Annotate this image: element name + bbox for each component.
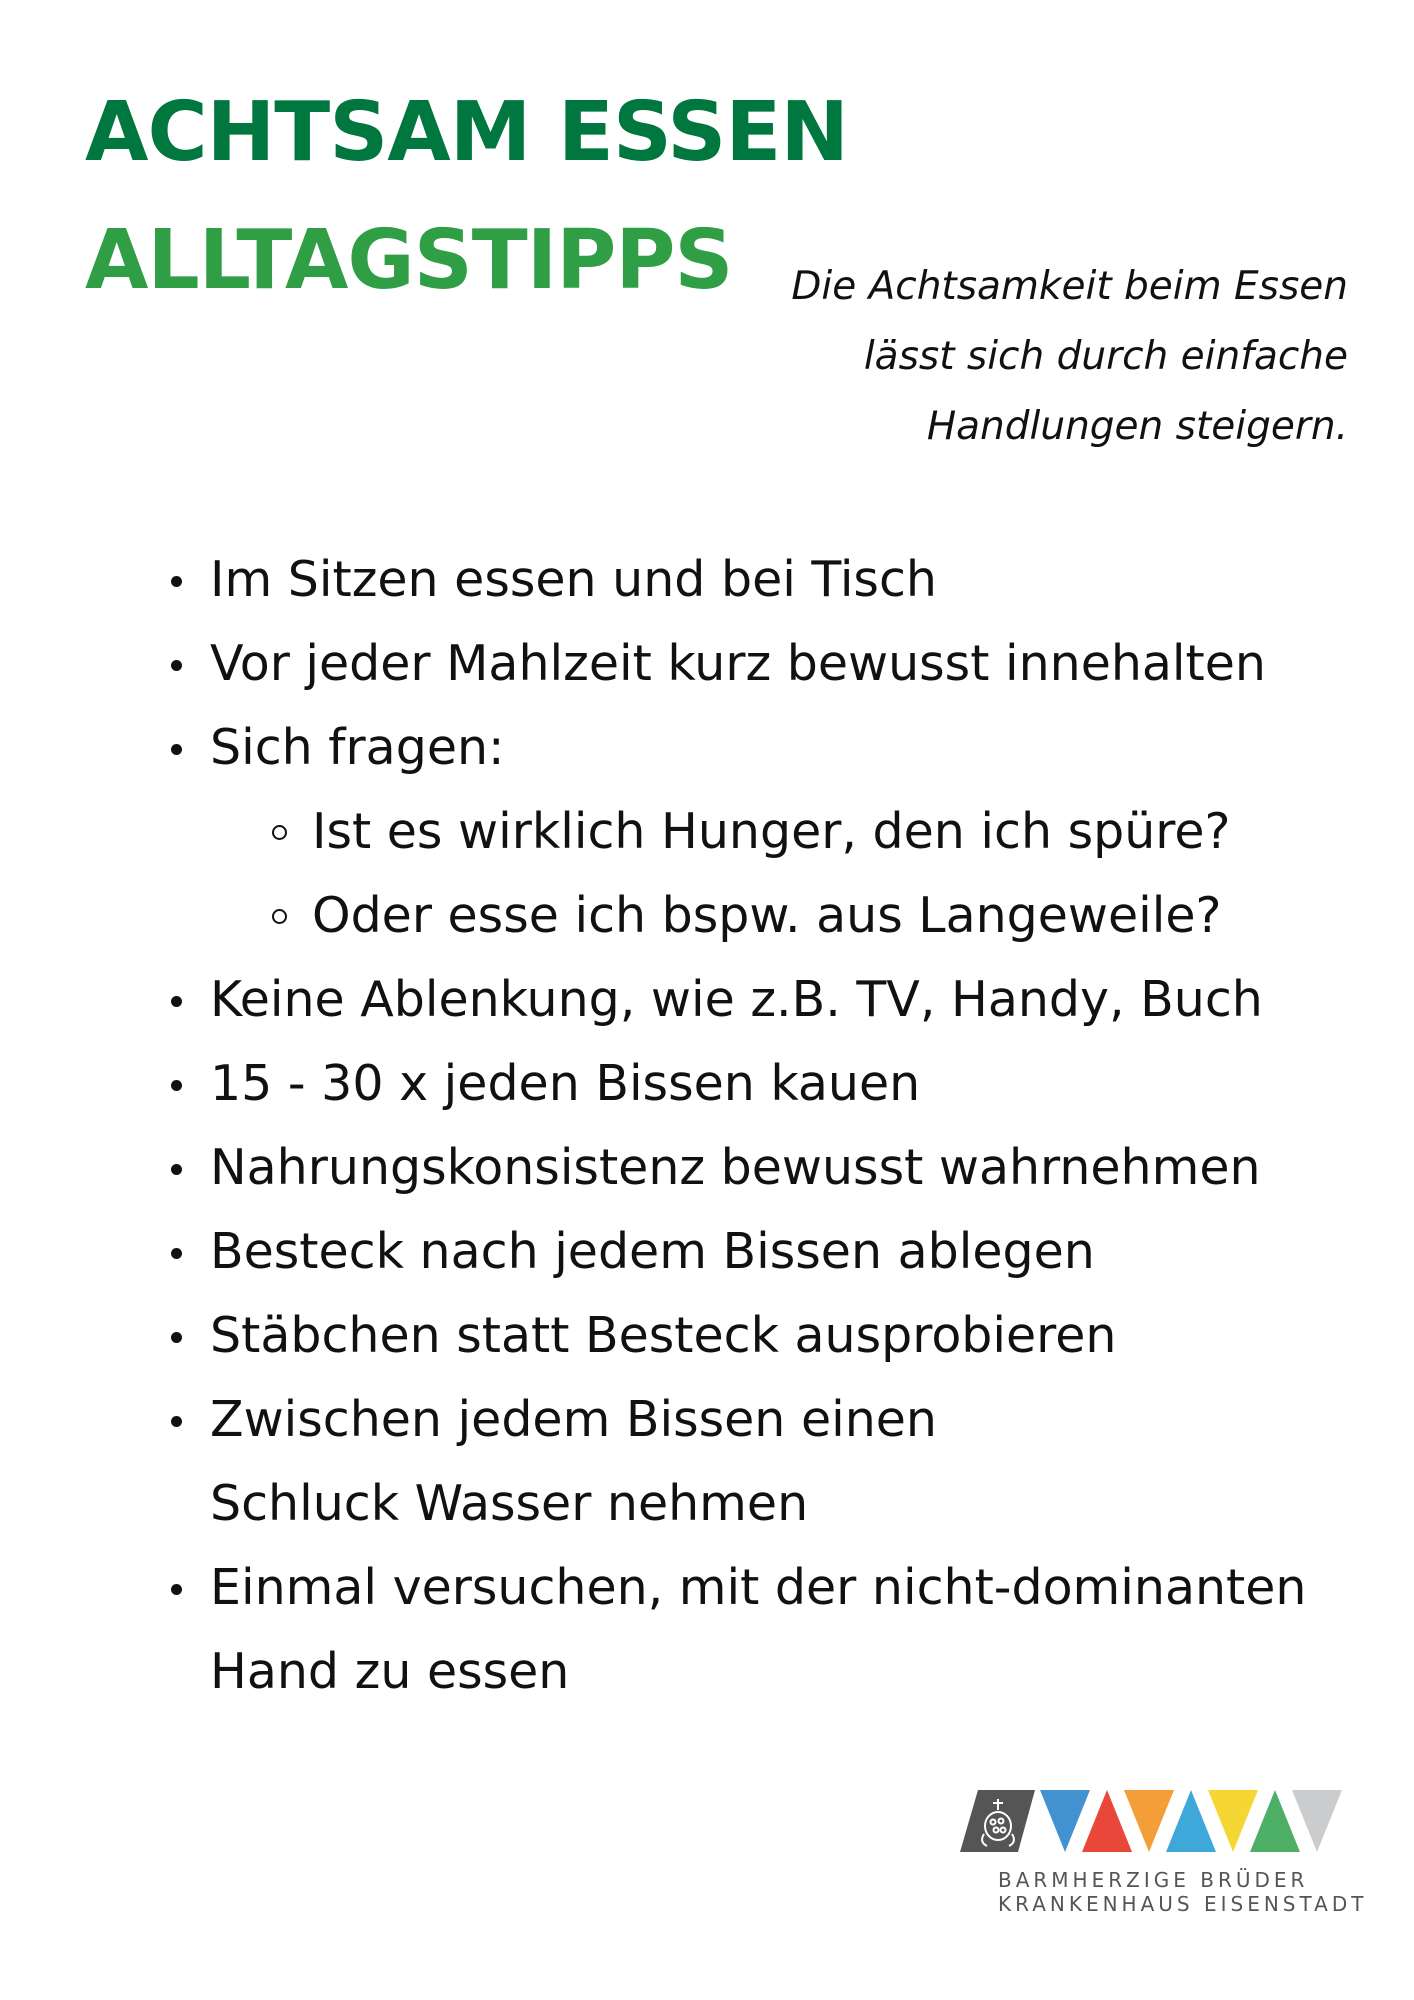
tip-item	[165, 1210, 1305, 1294]
tip-item	[165, 538, 1305, 622]
subtip-item	[165, 790, 1305, 874]
logo-stripe	[1082, 1790, 1132, 1852]
tip-item	[165, 1042, 1305, 1126]
tip-item	[165, 1294, 1305, 1378]
tip-text: Keine Ablenkung, wie z.B. TV, Handy, Buch	[210, 971, 1263, 1028]
tip-text: 15 - 30 x jeden Bissen kauen	[210, 1055, 921, 1112]
tip-item	[165, 958, 1305, 1042]
tip-text: Sich fragen:	[210, 719, 505, 776]
subtips	[165, 790, 1305, 958]
tip-text: Zwischen jedem Bissen einen Schluck Wasser nehmen	[210, 1391, 937, 1532]
tip-text: Im Sitzen essen und bei Tisch	[210, 551, 937, 608]
subtip-text: Oder esse ich bspw. aus Langeweile?	[312, 887, 1222, 944]
logo-stripe	[1124, 1790, 1174, 1852]
logo-line-2: KRANKENHAUS EISENSTADT	[998, 1892, 1368, 1916]
tip-text: Einmal versuchen, mit der nicht-dominanten Hand zu essen	[210, 1559, 1307, 1700]
title-line-2: ALLTAGSTIPPS	[85, 213, 733, 308]
logo-stripe	[1250, 1790, 1300, 1852]
logo-stripe	[1040, 1790, 1090, 1852]
tip-item	[165, 622, 1305, 706]
tip-item	[165, 1126, 1305, 1210]
logo-color-stripes	[1040, 1790, 1342, 1852]
intro-line: Handlungen steigern.	[926, 404, 1348, 449]
tip-item	[165, 1546, 1310, 1714]
tip-item	[165, 706, 1305, 790]
subtips-list	[165, 790, 1305, 958]
tip-text: Vor jeder Mahlzeit kurz bewusst innehalten	[210, 635, 1266, 692]
logo-stripe	[1292, 1790, 1342, 1852]
intro-line: lässt sich durch einfache	[863, 334, 1348, 379]
logo-line-1: BARMHERZIGE BRÜDER	[998, 1868, 1309, 1892]
intro-line: Die Achtsamkeit beim Essen	[791, 264, 1348, 309]
tip-text: Nahrungskonsistenz bewusst wahrnehmen	[210, 1139, 1261, 1196]
logo-graphic	[960, 1790, 1360, 1860]
logo-stripe	[1166, 1790, 1216, 1852]
title-line-1: ACHTSAM ESSEN	[85, 85, 848, 180]
tip-text: Stäbchen statt Besteck ausprobieren	[210, 1307, 1117, 1364]
subtip-item	[165, 874, 1305, 958]
intro-text	[728, 252, 1348, 462]
tips-list	[165, 538, 1305, 1714]
tip-text: Besteck nach jedem Bissen ablegen	[210, 1223, 1095, 1280]
barmherzige-brueder-logo	[960, 1790, 1368, 1920]
tip-item	[165, 1378, 1110, 1546]
logo-stripe	[1208, 1790, 1258, 1852]
subtip-text: Ist es wirklich Hunger, den ich spüre?	[312, 803, 1231, 860]
